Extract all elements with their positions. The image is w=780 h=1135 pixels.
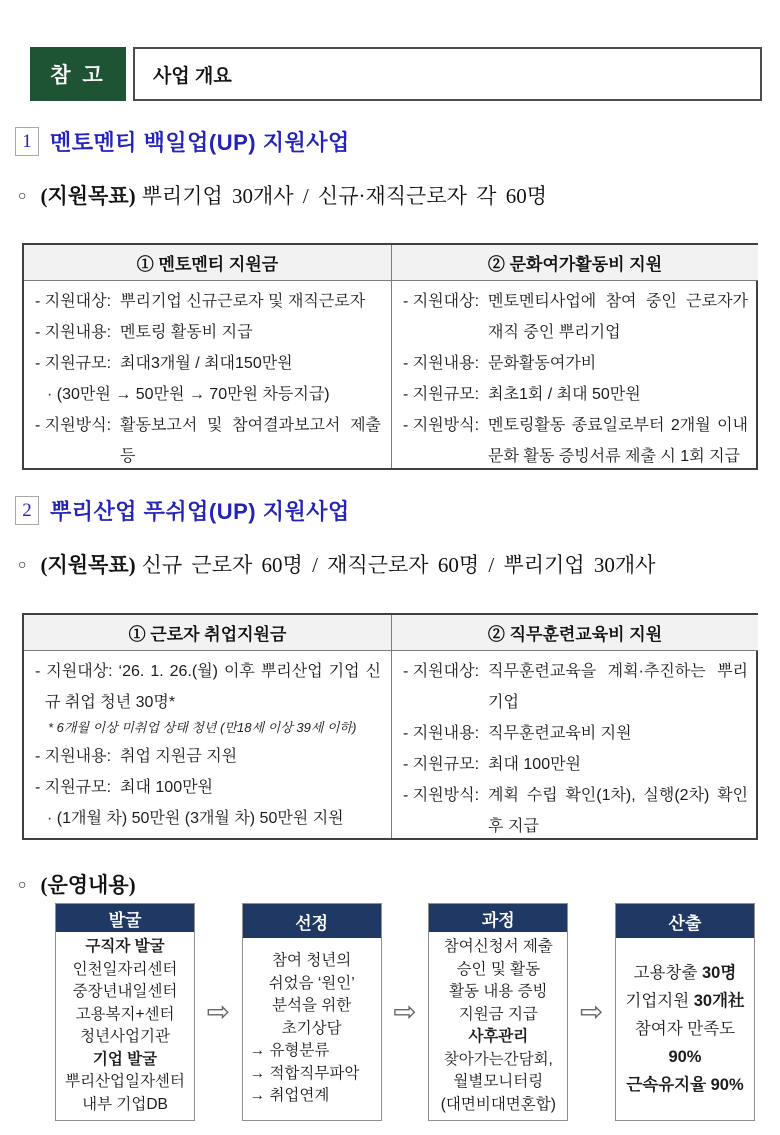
table-row: - 지원내용: 직무훈련교육비 지원 [403,725,632,742]
operations-heading [18,869,136,899]
table-row: - 지원방식: 활동보고서 및 참여결과보고서 제출 등 [35,417,381,465]
section-2-title: 뿌리산업 푸쉬업(UP) 지원사업 [50,499,350,524]
section-2-number-box: 2 [15,496,39,525]
flow-line: 청년사업기관 [80,1028,170,1045]
flow-box-output [615,903,755,1121]
table-subrow: · (1개월 차) 50만원 (3개월 차) 50만원 지원 [47,810,344,827]
flow-line: 분석을 위한 [272,997,352,1015]
section-2-goal [18,549,766,579]
flow-arrow-icon: ⇨ [393,996,417,1027]
flow-box-title: 선정 [243,904,381,938]
table-row: - 지원규모: 최대 100만원 [403,756,582,773]
table-row: - 지원방식: 계획 수립 확인(1차), 실행(2차) 확인 후 지급 [403,787,748,835]
mentor-mentee-table [22,243,758,470]
flow-line: 근속유지율 90% [626,1076,744,1094]
table1-col2-header: ② 문화여가활동비 지원 [391,245,758,281]
flow-line: 참여자 만족도 90% [634,1020,736,1066]
flow-line: 구직자 발굴 [85,938,165,955]
flow-box-process [428,903,568,1121]
flow-line: 고용복지+센터 [75,1005,175,1023]
flow-line: 사후관리 [468,1028,529,1045]
flow-line: 기업지원 30개社 [625,992,745,1010]
flow-line: 활동 내용 증빙 [449,983,548,1000]
table-row: - 지원규모: 최초1회 / 최대 50만원 [403,386,641,403]
push-up-table [22,613,758,840]
table-row: - 지원방식: 멘토링활동 종료일로부터 2개월 이내 문화 활동 증빙서류 제출 시 1회 지급 [403,417,748,465]
table1-col2-cell [391,281,758,468]
section-2-heading [15,495,350,526]
section-1-goal [18,180,766,210]
flow-box-title: 산출 [616,904,754,938]
document-title-box [133,47,762,101]
flow-line: 내부 기업DB [82,1095,168,1113]
flow-line: 쉬었음 ‘원인’ [268,974,355,992]
circle-bullet-icon: ○ [18,878,27,893]
flow-box-discovery [55,903,195,1121]
table-row: - 지원대상: 직무훈련교육을 계획·추진하는 뿌리 기업 [403,663,748,711]
document-header [30,47,762,101]
table2-col1-header: ① 근로자 취업지원금 [24,615,391,651]
flow-line: 승인 및 활동 [456,960,541,978]
section-1-heading [15,126,350,157]
table-row: - 지원내용: 멘토링 활동비 지급 [35,324,253,341]
table-row: - 지원대상: ‘26. 1. 26.(월) 이후 뿌리산업 기업 신규 취업 청년 30명* [35,663,381,711]
flow-box-title: 발굴 [56,904,194,932]
goal-label: (지원목표) [40,553,136,577]
operations-flow-diagram [55,903,755,1121]
flow-line: 뿌리산업일자센터 [65,1073,185,1090]
flow-line: 고용창출 30명 [633,964,737,982]
goal-text: 신규 근로자 60명 / 재직근로자 60명 / 뿌리기업 30개사 [141,553,656,577]
flow-line: 인천일자리센터 [72,960,178,978]
table-subrow: · (30만원 → 50만원 → 70만원 차등지급) [47,386,330,403]
table-row: - 지원대상: 뿌리기업 신규근로자 및 재직근로자 [35,293,366,310]
table-row: - 지원대상: 멘토멘티사업에 참여 중인 근로자가 재직 중인 뿌리기업 [403,293,748,341]
table2-col2-header: ② 직무훈련교육비 지원 [391,615,758,651]
table-row: - 지원내용: 문화활동여가비 [403,355,597,372]
table-footnote: * 6개월 이상 미취업 상태 청년 (만18세 이상 39세 이하) [48,720,357,735]
flow-line: (대면비대면혼합) [440,1095,556,1113]
flow-line: 참여 청년의 [272,952,352,970]
flow-line: 월별모니터링 [453,1073,544,1090]
flow-line: → 취업연계 [249,1087,330,1105]
table-row: - 지원규모: 최대 100만원 [35,779,214,796]
goal-label: (지원목표) [40,184,136,208]
flow-line: → 유형분류 [249,1042,330,1060]
flow-line: 지원금 지급 [458,1005,538,1023]
flow-box-title: 과정 [429,904,567,932]
flow-line: 초기상담 [281,1019,342,1037]
flow-line: 중장년내일센터 [72,983,178,1000]
section-1-title: 멘토멘티 백일업(UP) 지원사업 [50,130,350,155]
table1-col1-cell [24,281,391,468]
section-1-number-box: 1 [15,127,39,156]
circle-bullet-icon: ○ [18,558,27,573]
flow-line: 참여신청서 제출 [443,938,553,955]
table2-col2-cell [391,651,758,838]
flow-line: → 적합직무파악 [249,1064,360,1082]
circle-bullet-icon: ○ [18,189,27,204]
table-row: - 지원내용: 취업 지원금 지원 [35,748,238,765]
flow-arrow-icon: ⇨ [579,996,604,1027]
operations-label: (운영내용) [40,873,136,897]
flow-line: 기업 발굴 [92,1050,158,1068]
table2-col1-cell [24,651,391,838]
reference-tag: 참 고 [30,47,126,101]
table1-col1-header: ① 멘토멘티 지원금 [24,245,391,281]
flow-line: 찾아가는간담회, [443,1050,553,1068]
flow-arrow-icon: ⇨ [206,996,231,1027]
flow-box-selection [242,903,382,1121]
table-row: - 지원규모: 최대3개월 / 최대150만원 [35,355,293,372]
goal-text: 뿌리기업 30개사 / 신규·재직근로자 각 60명 [141,184,547,208]
document-title: 사업 개요 [153,65,232,87]
